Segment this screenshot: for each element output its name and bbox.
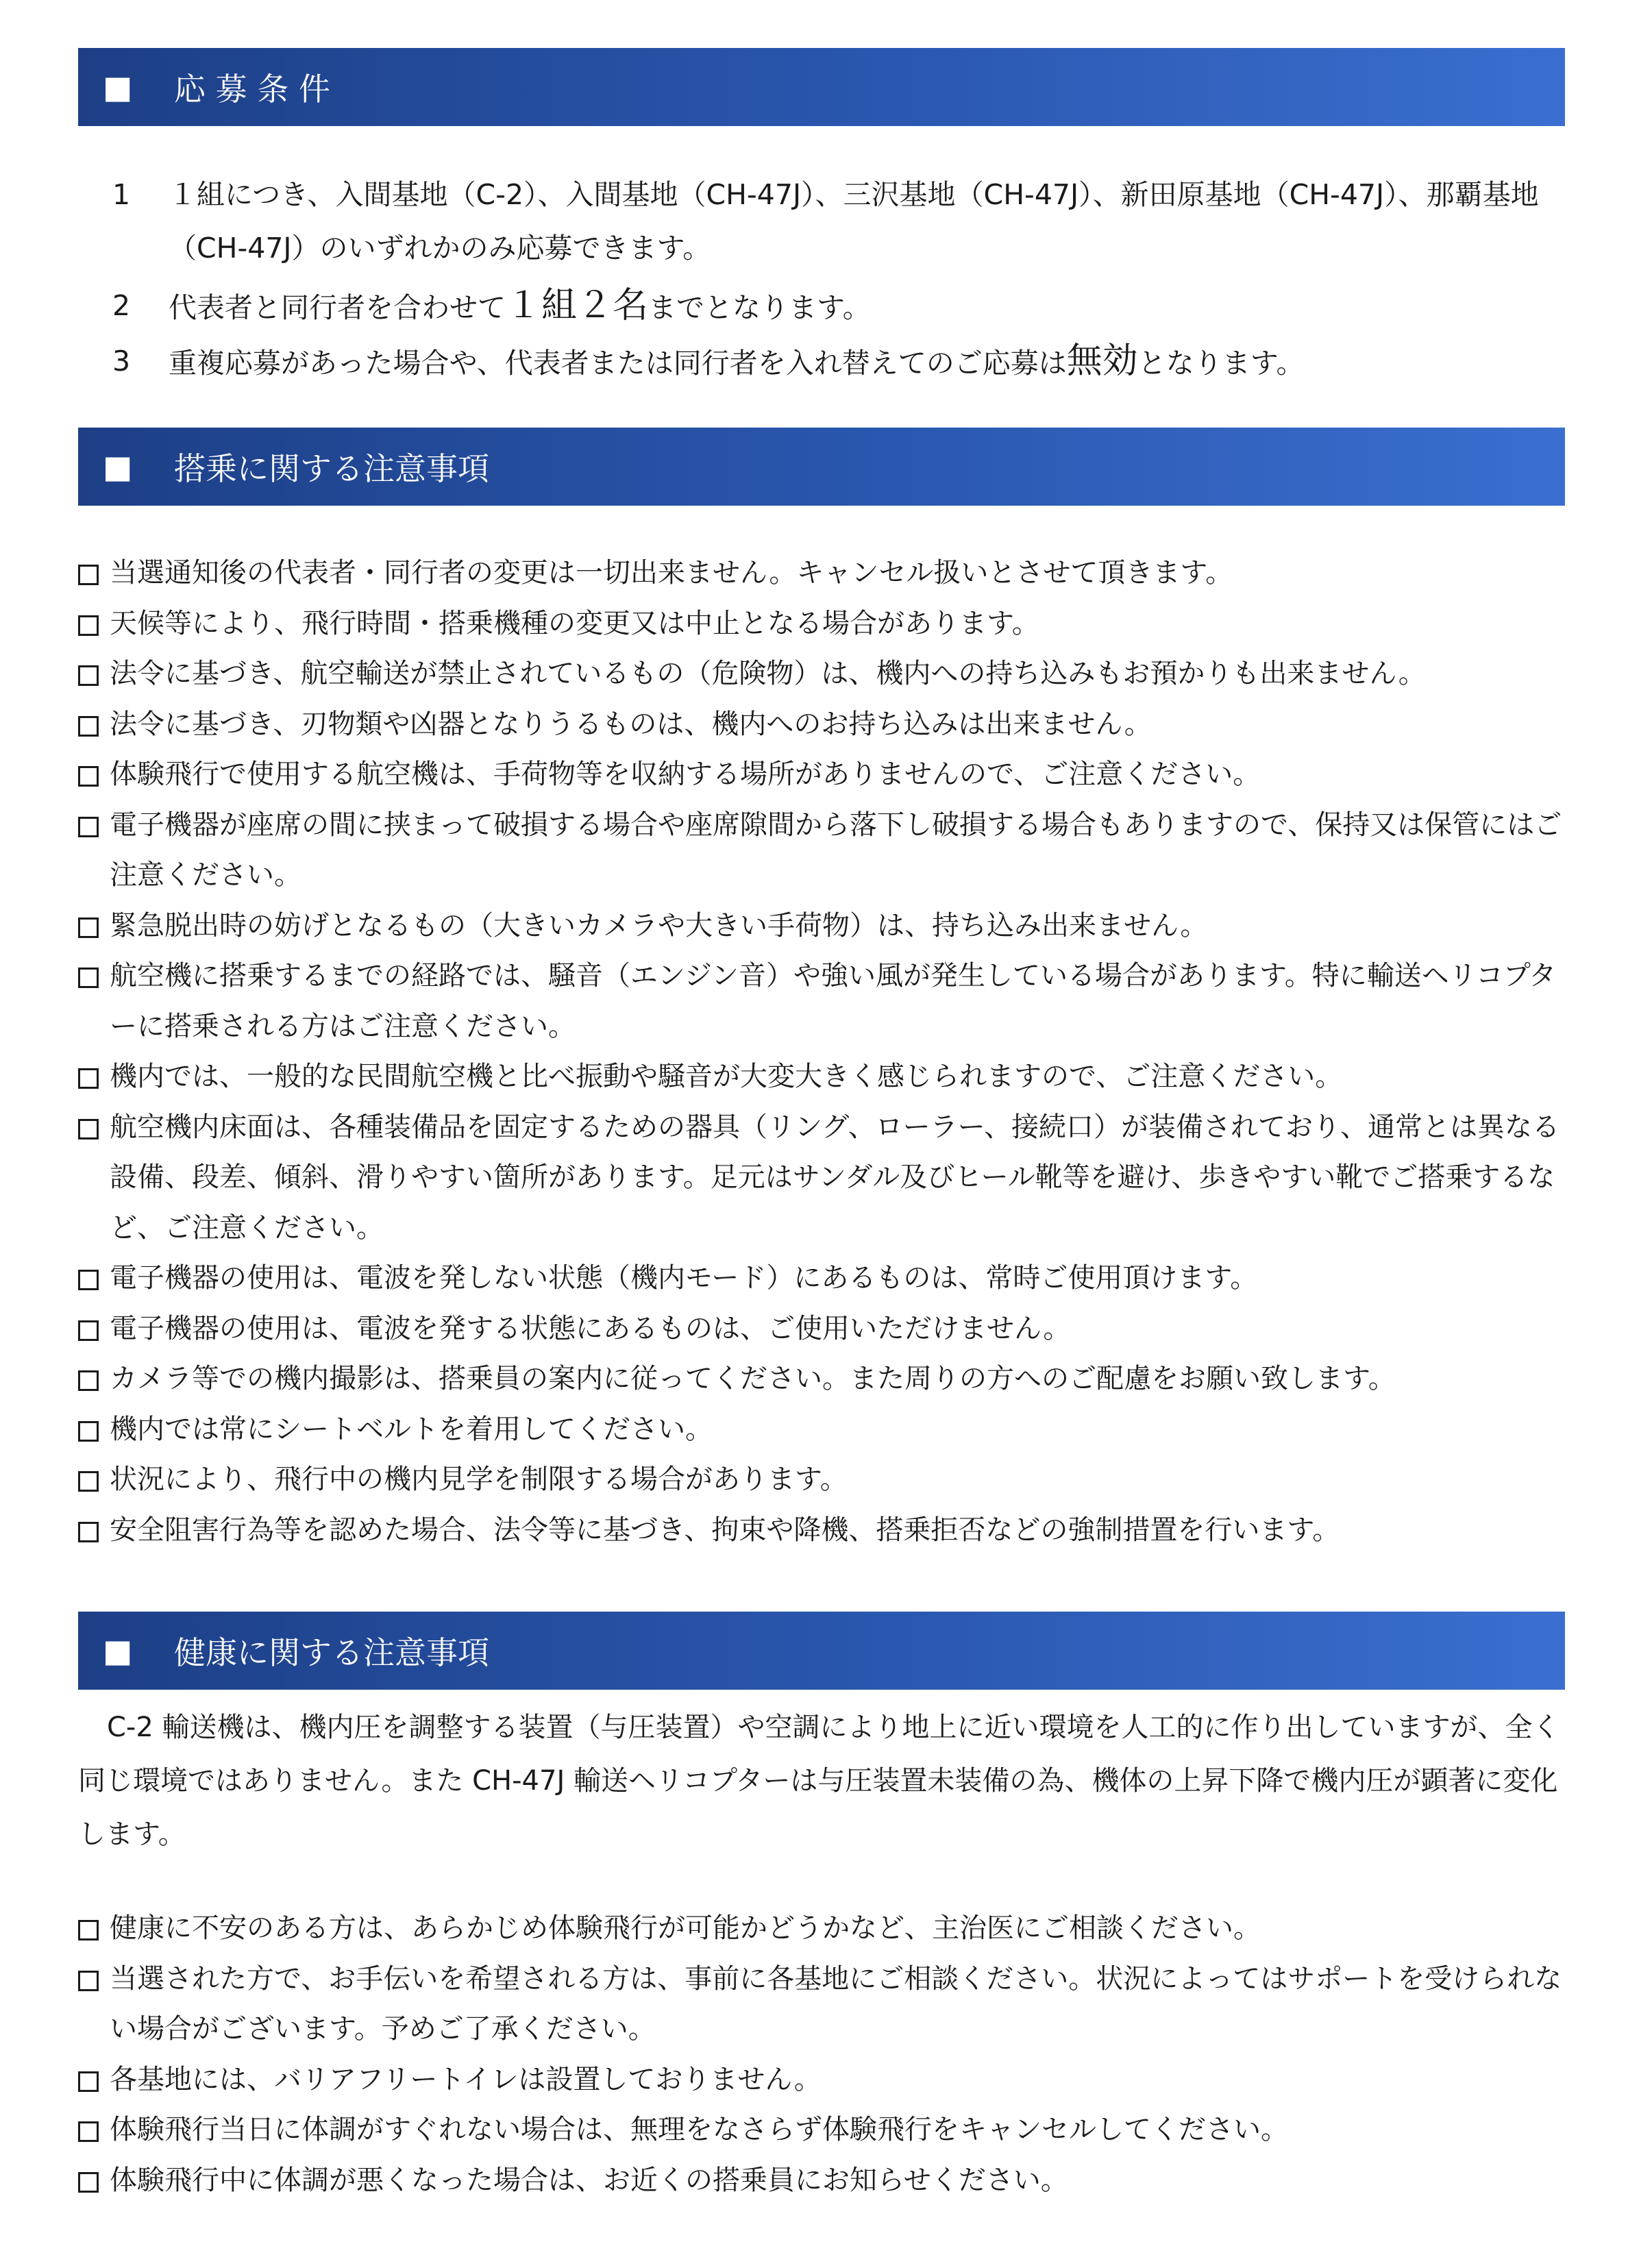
note-item <box>78 1903 1569 1954</box>
item-emphasis: １組２名 <box>506 285 649 326</box>
note-text: 健康に不安のある方は、あらかじめ体験飛行が可能かどうかなど、主治医にご相談ください。 <box>110 1912 1261 1944</box>
note-text: 緊急脱出時の妨げとなるもの（大きいカメラや大きい手荷物）は、持ち込み出来ません。 <box>110 909 1208 941</box>
item-text-pre: 重複応募があった場合や、代表者または同行者を入れ替えてのご応募は <box>169 347 1067 380</box>
note-text: 当選された方で、お手伝いを希望される方は、事前に各基地にご相談ください。状況によってはサポートを受けられない場合がございます。予めご了承ください。 <box>110 1962 1562 2045</box>
section-title: 応 募 条 件 <box>174 71 330 108</box>
note-text: 体験飛行中に体調が悪くなった場合は、お近くの搭乗員にお知らせください。 <box>110 2164 1068 2196</box>
square-bullet-icon: ■ <box>103 1632 133 1669</box>
checkbox-square-icon <box>78 1522 99 1542</box>
section-title: 搭乗に関する注意事項 <box>174 450 489 487</box>
health-notes-list <box>78 1903 1569 2206</box>
note-item <box>78 1253 1569 1304</box>
item-text-post: となります。 <box>1137 347 1305 380</box>
note-text: 天候等により、飛行時間・搭乗機種の変更又は中止となる場合があります。 <box>110 607 1039 639</box>
note-item <box>78 951 1569 1052</box>
note-item <box>78 2105 1569 2156</box>
note-text: 機内では、一般的な民間航空機と比べ振動や騒音が大変大きく感じられますので、ご注意ください。 <box>110 1061 1343 1092</box>
checkbox-square-icon <box>78 1421 99 1442</box>
item-number: 1 <box>112 178 131 211</box>
condition-item-1 <box>78 168 1565 275</box>
section-header-boarding <box>78 428 1565 506</box>
note-text: 状況により、飛行中の機内見学を制限する場合があります。 <box>110 1464 848 1495</box>
checkbox-square-icon <box>78 1119 99 1139</box>
checkbox-square-icon <box>78 1971 99 1991</box>
checkbox-square-icon <box>78 766 99 787</box>
item-emphasis: 無効 <box>1066 341 1138 382</box>
checkbox-square-icon <box>78 917 99 938</box>
note-text: 電子機器が座席の間に挟まって破損する場合や座席隙間から落下し破損する場合もありますので、保持又は保管にはご注意ください。 <box>110 809 1562 891</box>
item-number: 3 <box>112 345 131 378</box>
checkbox-square-icon <box>78 968 99 988</box>
note-item <box>78 1954 1569 2055</box>
checkbox-square-icon <box>78 1920 99 1940</box>
note-text: 当選通知後の代表者・同行者の変更は一切出来ません。キャンセル扱いとさせて頂きます。 <box>110 557 1233 589</box>
item-text-pre: 代表者と同行者を合わせて <box>169 291 506 324</box>
note-text: カメラ等での機内撮影は、搭乗員の案内に従ってください。また周りの方へのご配慮をお願い致します。 <box>110 1363 1396 1394</box>
checkbox-square-icon <box>78 2121 99 2142</box>
note-text: 法令に基づき、刃物類や凶器となりうるものは、機内へのお持ち込みは出来ません。 <box>110 708 1152 740</box>
note-item <box>78 2156 1569 2206</box>
checkbox-square-icon <box>78 716 99 737</box>
note-item <box>78 1455 1569 1505</box>
note-item <box>78 700 1569 750</box>
note-item <box>78 599 1569 650</box>
checkbox-square-icon <box>78 615 99 636</box>
note-item <box>78 1052 1569 1102</box>
note-text: 機内では常にシートベルトを着用してください。 <box>110 1413 713 1445</box>
note-text: 電子機器の使用は、電波を発しない状態（機内モード）にあるものは、常時ご使用頂けます。 <box>110 1262 1258 1294</box>
note-text: 航空機内床面は、各種装備品を固定するための器具（リング、ローラー、接続口）が装備されており、通常とは異なる設備、段差、傾斜、滑りやすい箇所があります。足元はサンダル及びヒール靴等を避け、歩きやすい靴でご搭乗するなど、ご注意ください。 <box>110 1111 1559 1244</box>
note-item <box>78 1102 1569 1254</box>
condition-item-2 <box>78 279 1565 334</box>
note-item <box>78 750 1569 800</box>
checkbox-square-icon <box>78 565 99 585</box>
section-header-conditions <box>78 48 1565 126</box>
item-text: １組につき、入間基地（C-2）、入間基地（CH-47J）、三沢基地（CH-47J）、新田原基地（CH-47J）、那覇基地（CH-47J）のいずれかのみ応募できます。 <box>169 178 1539 264</box>
checkbox-square-icon <box>78 1471 99 1492</box>
checkbox-square-icon <box>78 1370 99 1391</box>
checkbox-square-icon <box>78 2172 99 2193</box>
item-text-post: までとなります。 <box>648 291 871 324</box>
square-bullet-icon: ■ <box>103 448 133 485</box>
conditions-list <box>78 168 1565 390</box>
checkbox-square-icon <box>78 1270 99 1290</box>
note-item <box>78 800 1569 901</box>
note-item <box>78 649 1569 700</box>
checkbox-square-icon <box>78 817 99 837</box>
note-item <box>78 548 1569 599</box>
note-text: 安全阻害行為等を認めた場合、法令等に基づき、拘束や降機、搭乗拒否などの強制措置を行います。 <box>110 1514 1340 1546</box>
note-text: 体験飛行当日に体調がすぐれない場合は、無理をなさらず体験飛行をキャンセルしてください。 <box>110 2114 1288 2145</box>
note-item <box>78 1354 1569 1405</box>
note-item <box>78 1505 1569 1556</box>
checkbox-square-icon <box>78 665 99 686</box>
note-item <box>78 1304 1569 1355</box>
note-item <box>78 2055 1569 2106</box>
square-bullet-icon: ■ <box>103 69 133 106</box>
checkbox-square-icon <box>78 2071 99 2092</box>
health-intro-paragraph: C-2 輸送機は、機内圧を調整する装置（与圧装置）や空調により地上に近い環境を人工的に作り出していますが、全く同じ環境ではありません。また CH-47J 輸送ヘリコプターは与圧装置未装備の為、機体の上昇下降で機内圧が顕著に変化します。 <box>78 1712 1560 1850</box>
checkbox-square-icon <box>78 1320 99 1341</box>
boarding-notes-list <box>78 548 1569 1555</box>
note-text: 体験飛行で使用する航空機は、手荷物等を収納する場所がありませんので、ご注意ください。 <box>110 759 1261 790</box>
note-text: 航空機に搭乗するまでの経路では、騒音（エンジン音）や強い風が発生している場合があります。特に輸送ヘリコプターに搭乗される方はご注意ください。 <box>110 960 1557 1042</box>
note-text: 法令に基づき、航空輸送が禁止されているもの（危険物）は、機内への持ち込みもお預かりも出来ません。 <box>110 658 1426 689</box>
section-header-health <box>78 1612 1565 1690</box>
item-number: 2 <box>112 289 131 322</box>
note-text: 各基地には、バリアフリートイレは設置しておりません。 <box>110 2063 822 2095</box>
section-title: 健康に関する注意事項 <box>174 1634 489 1671</box>
note-text: 電子機器の使用は、電波を発する状態にあるものは、ご使用いただけません。 <box>110 1312 1071 1344</box>
condition-item-3 <box>78 334 1565 390</box>
note-item <box>78 901 1569 952</box>
checkbox-square-icon <box>78 1068 99 1089</box>
note-item <box>78 1405 1569 1455</box>
